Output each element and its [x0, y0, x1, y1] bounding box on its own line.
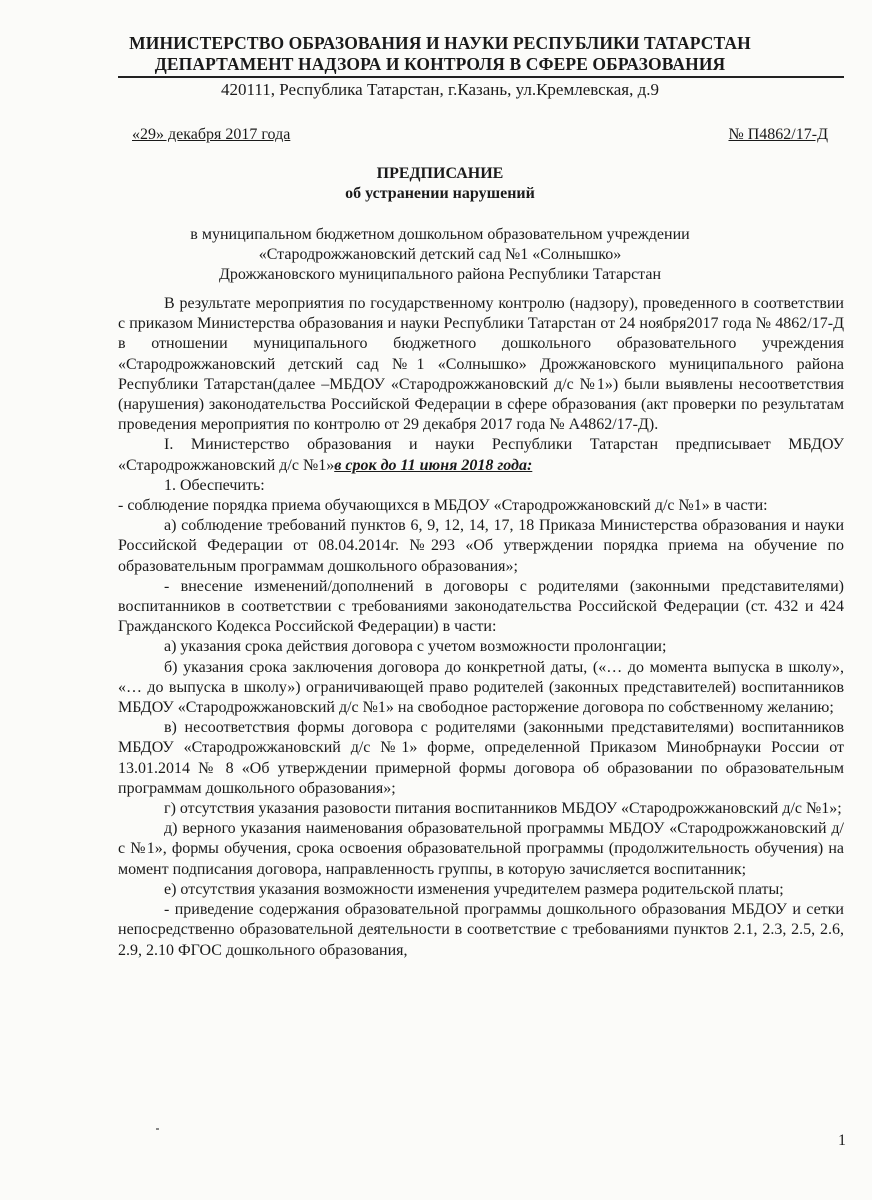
document-title [60, 164, 820, 204]
contracts-item-v: в) несоответствия формы договора с родителями (законными представителями) воспитанников МБДОУ «Стародрожжановский д/с №1» форме, определенной Приказом Минобрнауки России от 13.01.2014 № 8 «Об утверждении примерной формы договора об образовании по образовательным программам дошкольного образования»; [118, 719, 844, 797]
title-main: ПРЕДПИСАНИЕ [376, 165, 504, 182]
document-date: «29» декабря 2017 года [132, 126, 291, 143]
header-divider [118, 76, 844, 78]
section-1-paragraph [118, 435, 844, 475]
document-number: № П4862/17-Д [728, 126, 828, 143]
item-1: 1. Обеспечить: [164, 476, 265, 494]
deadline: в срок до 11 июня 2018 года: [334, 456, 533, 474]
contracts-item-g: г) отсутствия указания разовости питания воспитанников МБДОУ «Стародрожжановский д/с №1»; [164, 800, 842, 818]
scan-speck [156, 1128, 159, 1130]
institution-line-3: Дрожжановского муниципального района Республики Татарстан [218, 266, 662, 283]
contracts-paragraph: - внесение изменений/дополнений в договоры с родителями (законными представителями) воспитанников в соответствии с требованиями законодательства Российской Федерации (ст. 432 и 424 Гражданского Кодекса Российской Федерации) в части: [118, 577, 844, 636]
program-paragraph: - приведение содержания образовательной программы дошкольного образования МБДОУ и сетки непосредственно образовательной деятельности в соответствие с требованиями пунктов 2.1, 2.3, 2.5, 2.6, 2.9, 2.10 ФГОС дошкольного образования, [118, 901, 844, 959]
contracts-item-a: а) указания срока действия договора с учетом возможности пролонгации; [164, 638, 667, 656]
document-body [118, 294, 844, 961]
department-name: ДЕПАРТАМЕНТ НАДЗОРА И КОНТРОЛЯ В СФЕРЕ ОБРАЗОВАНИЯ [154, 54, 726, 74]
title-sub: об устранении нарушений [345, 185, 535, 202]
admission-item-a: а) соблюдение требований пунктов 6, 9, 12, 14, 17, 18 Приказа Министерства образования и науки Российской Федерации от 08.04.2014г. №293 «Об утверждении порядка приема на обучение по образовательным программам дошкольного образования»; [118, 517, 844, 575]
institution-line-1: в муниципальном бюджетном дошкольном образовательном учреждении [190, 226, 690, 243]
contracts-item-b: б) указания срока заключения договора до конкретной даты, («… до момента выпуска в школу», «… до выпуска в школу») ограничивающей право родителей (законных представителей) воспитанников МБДОУ «Стародрожжановский д/с №1» на свободное расторжение договора по собственному желанию; [118, 658, 844, 717]
ministry-name: МИНИСТЕРСТВО ОБРАЗОВАНИЯ И НАУКИ РЕСПУБЛИКИ ТАТАРСТАН [129, 33, 751, 53]
address: 420111, Республика Татарстан, г.Казань, ул.Кремлевская, д.9 [220, 80, 659, 99]
page-number: 1 [838, 1132, 846, 1149]
institution-line-2: «Стародрожжановский детский сад №1 «Солнышко» [258, 246, 622, 263]
intro-paragraph: В результате мероприятия по государственному контролю (надзору), проведенного в соответствии с приказом Министерства образования и науки Республики Татарстан от 24 ноября2017 года № 4862/17-Д в отношении муниципального бюджетного дошкольного образовательного учреждения «Стародрожжановский детский сад №1 «Солнышко» Дрожжановского муниципального района Республики Татарстан(далее –МБДОУ «Стародрожжановский д/с №1») были выявлены несоответствия (нарушения) законодательства Российской Федерации в сфере образования (акт проверки по результатам проведения мероприятия по контролю от 29 декабря 2017 года № А4862/17-Д). [118, 295, 844, 434]
contracts-item-d: д) верного указания наименования образовательной программы МБДОУ «Стародрожжановский д/с №1», формы обучения, срока освоения образовательной программы (продолжительность обучения) на момент подписания договора, направленность группы, в которую зачисляется воспитанник; [118, 820, 844, 878]
section-1-text: I. Министерство образования и науки Республики Татарстан предписывает МБДОУ «Стародрожжановский д/с №1» [118, 436, 844, 474]
admission-paragraph: - соблюдение порядка приема обучающихся в МБДОУ «Стародрожжановский д/с №1» в части: [118, 497, 768, 515]
contracts-item-e: е) отсутствия указания возможности изменения учредителем размера родительской платы; [164, 880, 784, 898]
